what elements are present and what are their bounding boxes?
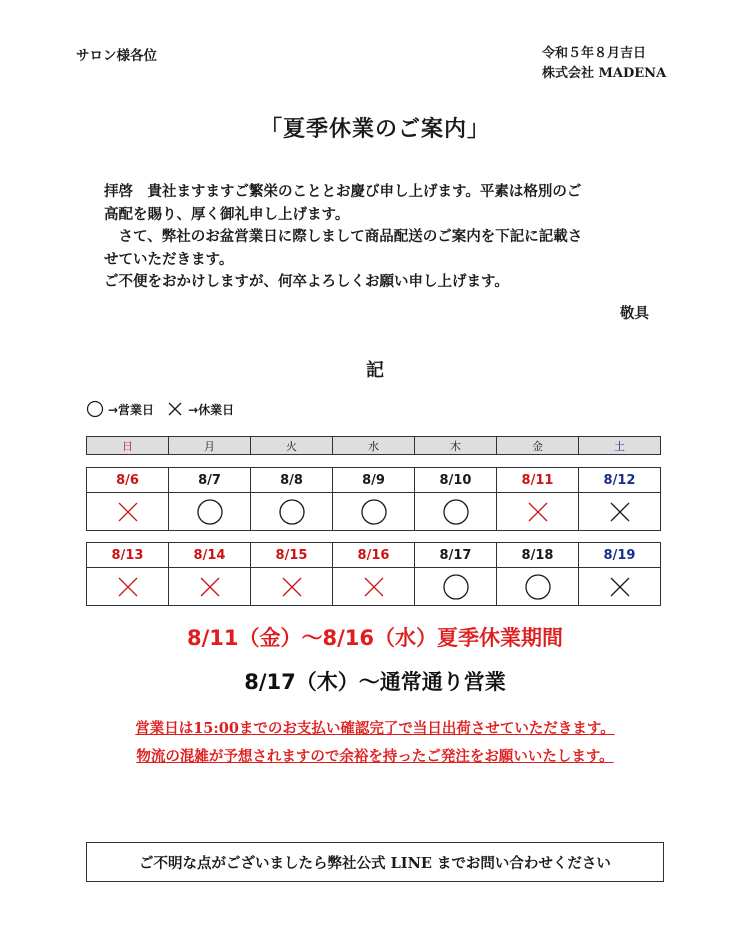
date-cell: 8/16 bbox=[333, 543, 415, 568]
open-circle-icon bbox=[442, 573, 470, 601]
legend-closed-label: →休業日 bbox=[188, 402, 235, 417]
open-circle-icon bbox=[524, 573, 552, 601]
closed-cross-icon bbox=[114, 498, 142, 526]
issue-date: 令和５年８月吉日 bbox=[542, 46, 647, 61]
resume-date: 8/17（木）〜通常通り営業 bbox=[244, 670, 506, 694]
body-line: 高配を賜り、厚く御礼申し上げます。 bbox=[104, 205, 350, 223]
body-line: 拝啓 貴社ますますご繁栄のこととお慶び申し上げます。平素は格別のご bbox=[104, 183, 582, 200]
status-cell bbox=[87, 493, 169, 531]
contact-text: ご不明な点がございましたら弊社公式 LINE までお問い合わせください bbox=[139, 854, 611, 872]
status-cell bbox=[579, 568, 661, 606]
weekday-cell: 金 bbox=[497, 437, 579, 455]
date-cell: 8/19 bbox=[579, 543, 661, 568]
letter-body bbox=[104, 181, 664, 294]
note-line: 物流の混雑が予想されますので余裕を持ったご発注をお願いいたします。 bbox=[136, 748, 614, 765]
weekday-cell: 月 bbox=[169, 437, 251, 455]
status-cell bbox=[251, 568, 333, 606]
date-block bbox=[542, 44, 666, 84]
closed-cross-icon bbox=[196, 573, 224, 601]
closing: 敬具 bbox=[620, 305, 649, 322]
date-cell: 8/12 bbox=[579, 468, 661, 493]
weekday-cell: 木 bbox=[415, 437, 497, 455]
legend-open bbox=[86, 400, 154, 418]
cross-icon bbox=[166, 400, 184, 418]
closed-cross-icon bbox=[114, 573, 142, 601]
status-cell bbox=[87, 568, 169, 606]
contact-box bbox=[86, 842, 664, 882]
closed-cross-icon bbox=[360, 573, 388, 601]
date-cell: 8/17 bbox=[415, 543, 497, 568]
status-cell bbox=[497, 493, 579, 531]
open-circle-icon bbox=[360, 498, 388, 526]
date-cell: 8/18 bbox=[497, 543, 579, 568]
date-cell: 8/6 bbox=[87, 468, 169, 493]
date-cell: 8/13 bbox=[87, 543, 169, 568]
status-cell bbox=[169, 493, 251, 531]
recipient: サロン様各位 bbox=[76, 48, 157, 64]
open-circle-icon bbox=[278, 498, 306, 526]
body-line: せていただきます。 bbox=[104, 250, 234, 268]
date-cell: 8/10 bbox=[415, 468, 497, 493]
status-cell bbox=[333, 493, 415, 531]
closed-cross-icon bbox=[606, 498, 634, 526]
body-line: ご不便をおかけしますが、何卒よろしくお願い申し上げます。 bbox=[104, 273, 509, 290]
status-cell bbox=[579, 493, 661, 531]
summer-period: 8/11（金）〜8/16（水）夏季休業期間 bbox=[186, 626, 563, 650]
status-cell bbox=[333, 568, 415, 606]
body-line: さて、弊社のお盆営業日に際しまして商品配送のご案内を下記に記載さ bbox=[104, 228, 583, 245]
status-cell bbox=[169, 568, 251, 606]
date-cell: 8/9 bbox=[333, 468, 415, 493]
legend-closed bbox=[166, 400, 234, 418]
date-cell: 8/7 bbox=[169, 468, 251, 493]
weekday-cell: 火 bbox=[251, 437, 333, 455]
date-cell: 8/14 bbox=[169, 543, 251, 568]
ki-heading: 記 bbox=[366, 360, 384, 381]
legend bbox=[86, 400, 246, 418]
weekday-cell: 水 bbox=[333, 437, 415, 455]
date-cell: 8/8 bbox=[251, 468, 333, 493]
note-line: 営業日は15:00までのお支払い確認完了で当日出荷させていただきます。 bbox=[135, 720, 615, 737]
date-cell: 8/15 bbox=[251, 543, 333, 568]
closed-cross-icon bbox=[524, 498, 552, 526]
status-cell bbox=[497, 568, 579, 606]
status-cell bbox=[415, 493, 497, 531]
status-cell bbox=[251, 493, 333, 531]
open-circle-icon bbox=[442, 498, 470, 526]
status-cell bbox=[415, 568, 497, 606]
date-cell: 8/11 bbox=[497, 468, 579, 493]
closed-cross-icon bbox=[278, 573, 306, 601]
week-1 bbox=[86, 467, 661, 531]
circle-icon bbox=[86, 400, 104, 418]
page-title: 「夏季休業のご案内」 bbox=[259, 116, 490, 142]
closed-cross-icon bbox=[606, 573, 634, 601]
weekday-header bbox=[86, 436, 661, 455]
weekday-cell: 土 bbox=[579, 437, 661, 455]
week-2 bbox=[86, 542, 661, 606]
open-circle-icon bbox=[196, 498, 224, 526]
company-name: 株式会社 MADENA bbox=[542, 66, 667, 81]
legend-open-label: →営業日 bbox=[108, 402, 155, 417]
weekday-cell: 日 bbox=[87, 437, 169, 455]
